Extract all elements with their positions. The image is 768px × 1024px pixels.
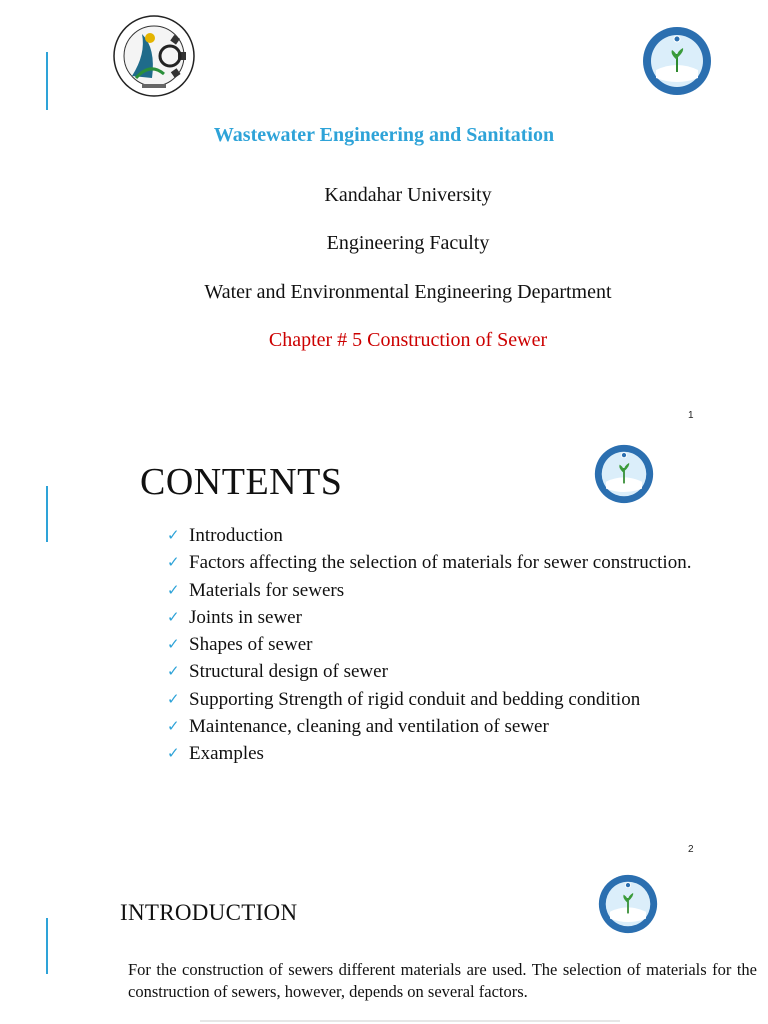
- list-item: ✓ Structural design of sewer: [167, 658, 691, 685]
- slide-3: [0, 862, 768, 1024]
- faculty-name: Engineering Faculty: [326, 232, 490, 254]
- checkmark-icon: ✓: [167, 662, 180, 681]
- introduction-heading: INTRODUCTION: [120, 900, 298, 925]
- slide-1: [0, 0, 768, 420]
- department-logo-icon: [642, 26, 712, 96]
- checkmark-icon: ✓: [167, 607, 180, 626]
- slide-divider: [200, 1020, 620, 1022]
- course-title: Wastewater Engineering and Sanitation: [213, 124, 555, 146]
- university-name: Kandahar University: [324, 184, 492, 206]
- accent-bar: [46, 52, 48, 110]
- accent-bar: [46, 486, 48, 542]
- list-item: ✓ Factors affecting the selection of materials for sewer construction.: [167, 549, 691, 576]
- contents-heading: CONTENTS: [140, 461, 343, 503]
- list-item: ✓ Shapes of sewer: [167, 631, 691, 658]
- department-logo-icon: [594, 444, 654, 504]
- list-item: ✓ Introduction: [167, 522, 691, 549]
- list-item: ✓ Supporting Strength of rigid conduit and bedding condition: [167, 686, 691, 713]
- list-item: ✓ Maintenance, cleaning and ventilation of sewer: [167, 713, 691, 740]
- page-number: 1: [688, 410, 694, 421]
- engineering-faculty-logo-icon: [112, 14, 196, 98]
- checkmark-icon: ✓: [167, 689, 180, 708]
- page-number: 2: [688, 844, 694, 855]
- chapter-title: Chapter # 5 Construction of Sewer: [268, 329, 548, 351]
- checkmark-icon: ✓: [167, 580, 180, 599]
- department-logo-icon: [598, 874, 658, 934]
- checkmark-icon: ✓: [167, 717, 180, 736]
- department-name: Water and Environmental Engineering Department: [204, 281, 612, 303]
- list-item: ✓ Joints in sewer: [167, 604, 691, 631]
- checkmark-icon: ✓: [167, 553, 180, 572]
- accent-bar: [46, 918, 48, 974]
- introduction-paragraph: For the construction of sewers different materials are used. The selection of materials for the construction of sewers, however, depends on several factors.: [128, 960, 757, 1001]
- list-item: ✓ Examples: [167, 740, 691, 767]
- checkmark-icon: ✓: [167, 635, 180, 654]
- contents-list: [167, 522, 691, 768]
- list-item: ✓ Materials for sewers: [167, 577, 691, 604]
- checkmark-icon: ✓: [167, 526, 180, 544]
- slide-2: [0, 430, 768, 860]
- checkmark-icon: ✓: [167, 744, 180, 763]
